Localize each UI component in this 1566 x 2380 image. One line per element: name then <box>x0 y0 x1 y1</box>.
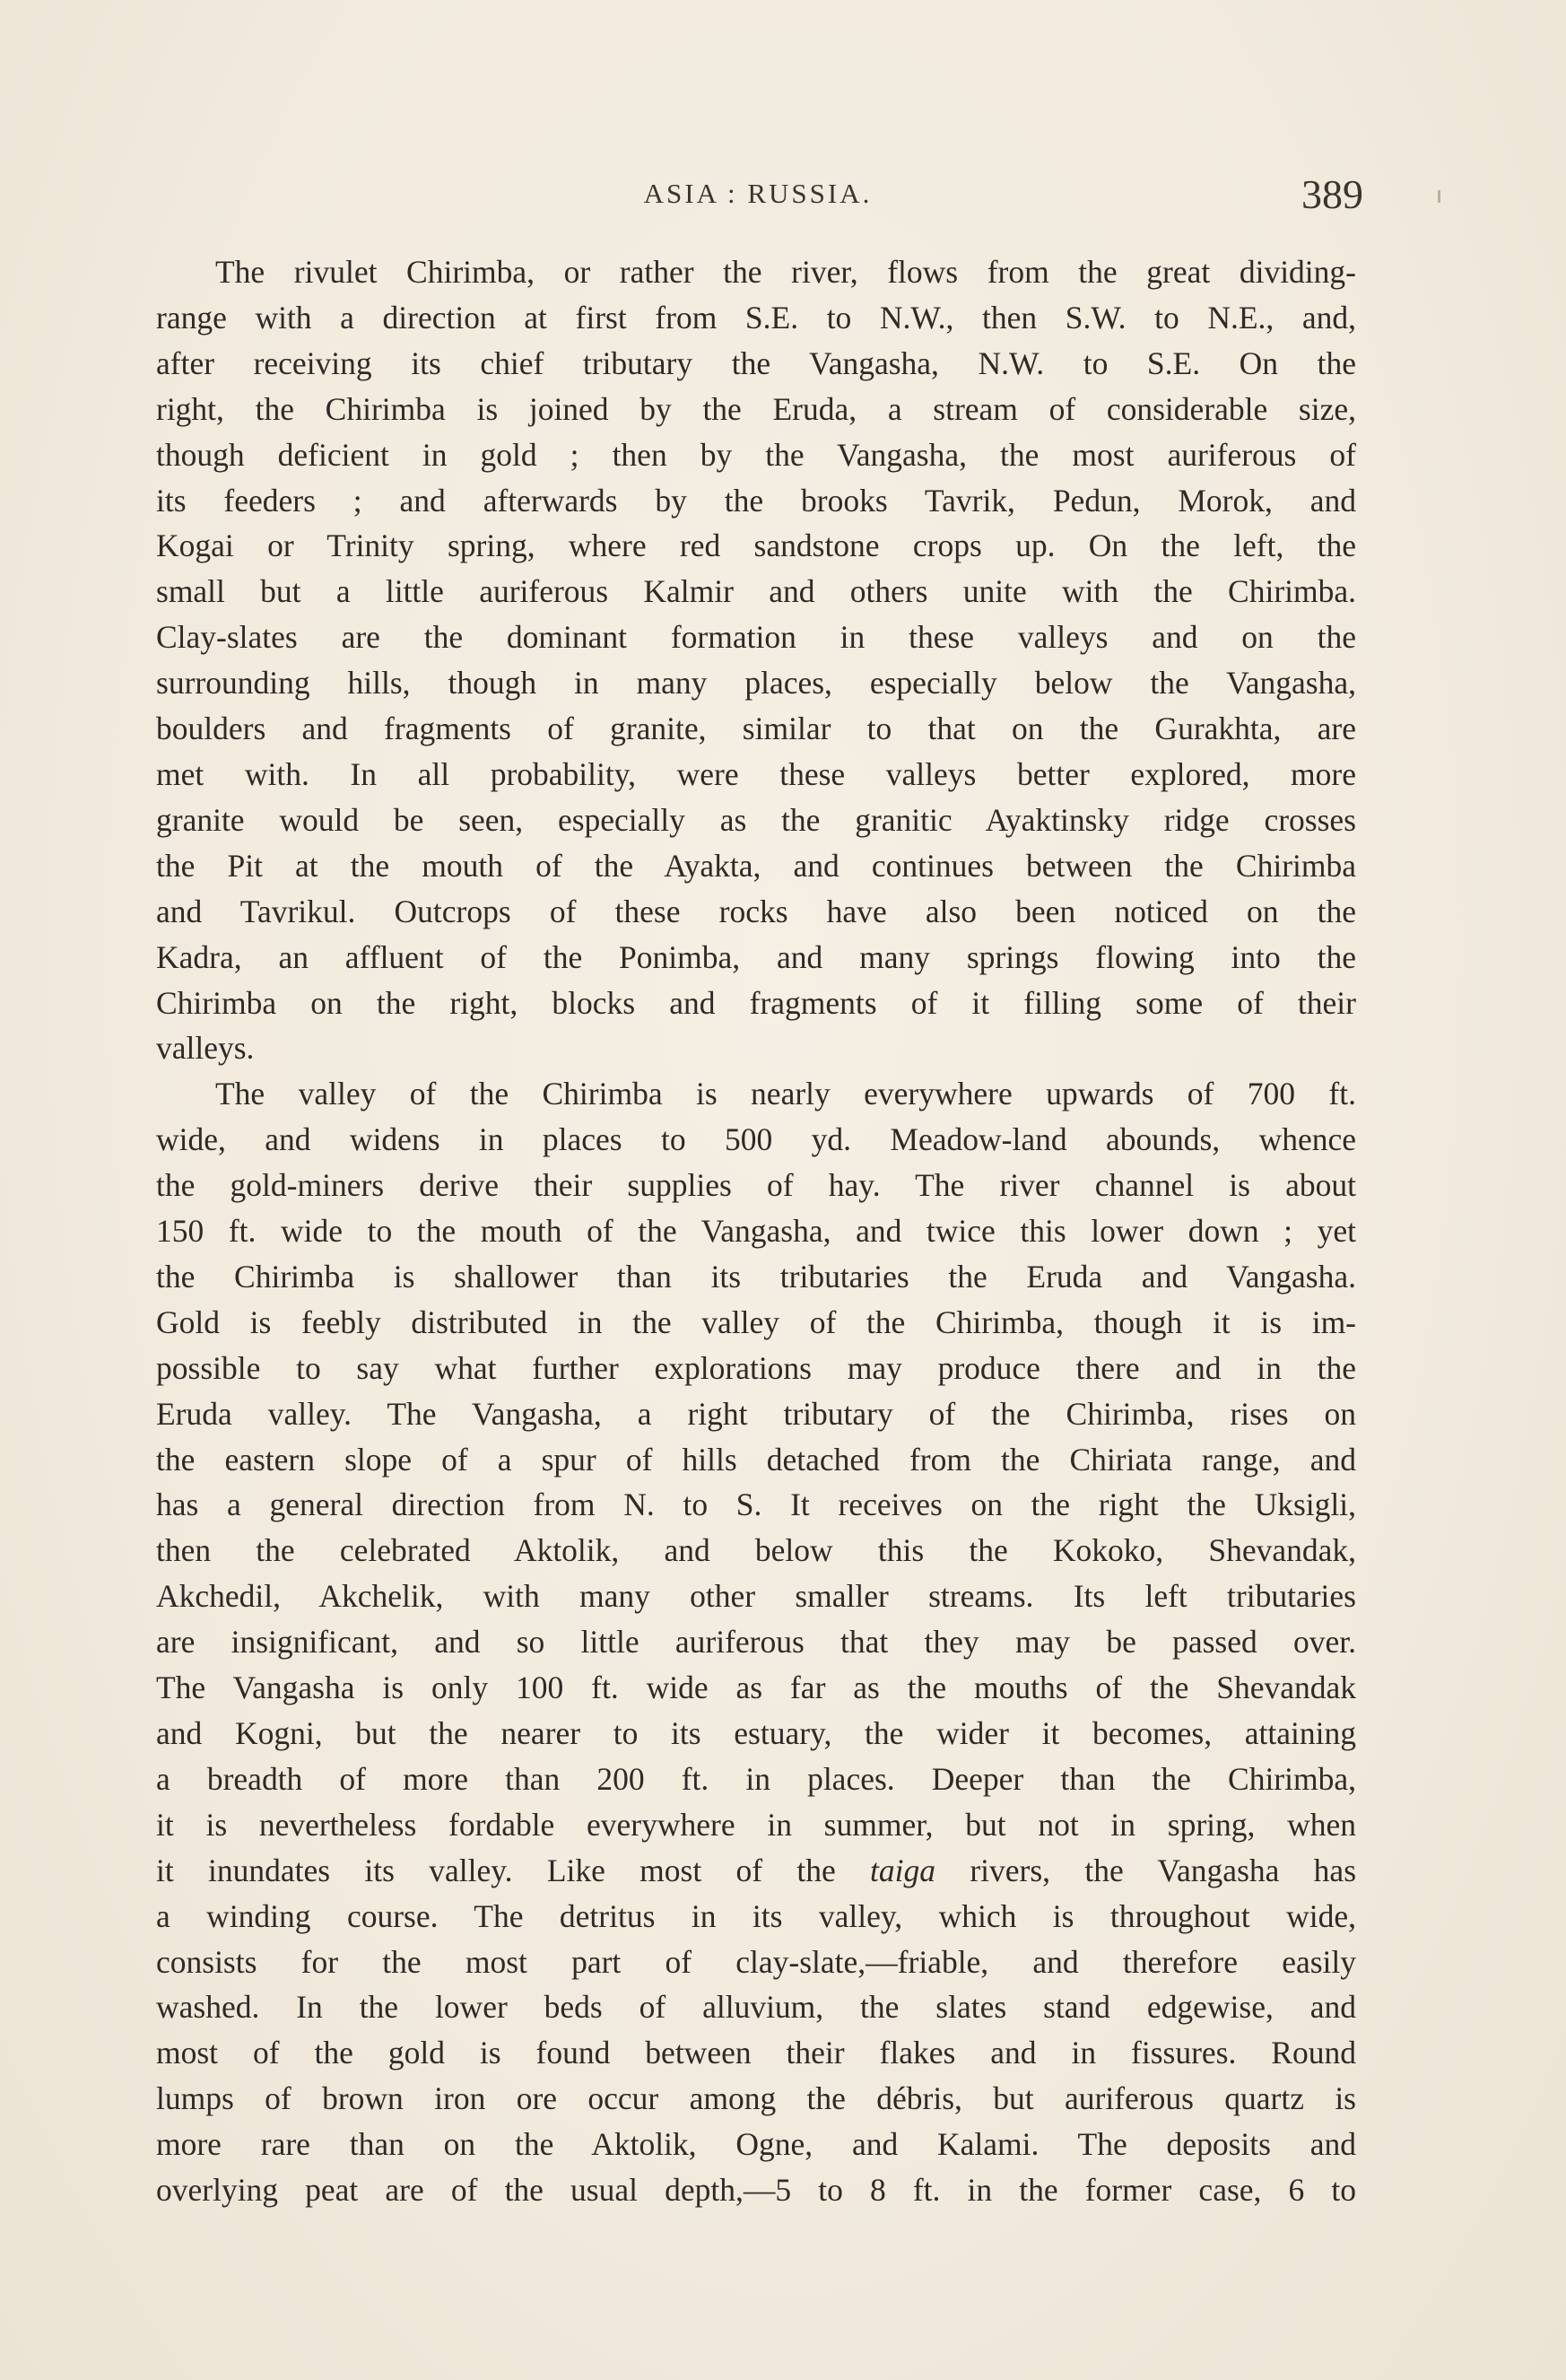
text-line: met with. In all probability, were these valleys better explored, more <box>156 755 1356 792</box>
text-line: after receiving its chief tributary the Vangasha, N.W. to S.E. On the <box>156 344 1356 381</box>
text-line: The Vangasha is only 100 ft. wide as far as the mouths of the Shevandak <box>156 1669 1356 1706</box>
body-text <box>156 249 1356 2213</box>
text-line-with-italic <box>156 1848 1356 1894</box>
text-line: consists for the most part of clay-slate,—friable, and therefore easily <box>156 1943 1356 1980</box>
text-line: Clay-slates are the dominant formation in these valleys and on the <box>156 619 1356 656</box>
text-line: a breadth of more than 200 ft. in places. Deeper than the Chirimba, <box>156 1760 1356 1797</box>
page-header <box>152 170 1363 224</box>
text-line: Gold is feebly distributed in the valley of the Chirimba, though it is im- <box>156 1303 1356 1340</box>
text-line: the Pit at the mouth of the Ayakta, and continues between the Chirimba <box>156 847 1356 884</box>
text-line: Kadra, an affluent of the Ponimba, and many springs flowing into the <box>156 938 1356 975</box>
text-line: surrounding hills, though in many places, especially below the Vangasha, <box>156 665 1356 702</box>
text-line: the eastern slope of a spur of hills detached from the Chiriata range, and <box>156 1441 1356 1478</box>
text-line: Chirimba on the right, blocks and fragments of it filling some of their <box>156 984 1356 1021</box>
text-line: Eruda valley. The Vangasha, a right tributary of the Chirimba, rises on <box>156 1395 1356 1432</box>
text-line: and Tavrikul. Outcrops of these rocks have also been noticed on the <box>156 893 1356 929</box>
text-line: Akchedil, Akchelik, with many other smaller streams. Its left tributaries <box>156 1578 1356 1615</box>
text-line: granite would be seen, especially as the granitic Ayaktinsky ridge crosses <box>156 801 1356 838</box>
text-line: then the celebrated Aktolik, and below this the Kokoko, Shevandak, <box>156 1532 1356 1569</box>
text-line: The rivulet Chirimba, or rather the river, flows from the great dividing- <box>215 254 1356 290</box>
text-line: Kogai or Trinity spring, where red sandstone crops up. On the left, the <box>156 527 1356 564</box>
text-line: more rare than on the Aktolik, Ogne, and Kalami. The deposits and <box>156 2126 1356 2163</box>
text-line: are insignificant, and so little auriferous that they may be passed over. <box>156 1624 1356 1661</box>
text-line: overlying peat are of the usual depth,—5 to 8 ft. in the former case, 6 to <box>156 2172 1356 2209</box>
text-line: wide, and widens in places to 500 yd. Meadow-land abounds, whence <box>156 1121 1356 1158</box>
text-line: it is nevertheless fordable everywhere in summer, but not in spring, when <box>156 1806 1356 1843</box>
text-line: the gold-miners derive their supplies of hay. The river channel is about <box>156 1167 1356 1204</box>
running-head: ASIA : RUSSIA. <box>643 178 873 209</box>
text-line: its feeders ; and afterwards by the brooks Tavrik, Pedun, Morok, and <box>156 482 1356 519</box>
text-fragment: it inundates its valley. Like most of the <box>156 1852 871 1888</box>
text-line: boulders and fragments of granite, similar to that on the Gurakhta, are <box>156 711 1356 747</box>
text-fragment: rivers, the Vangasha has <box>935 1852 1357 1888</box>
paragraph-2 <box>156 1071 1356 2213</box>
text-line: the Chirimba is shallower than its tributaries the Eruda and Vangasha. <box>156 1258 1356 1295</box>
text-line: lumps of brown iron ore occur among the débris, but auriferous quartz is <box>156 2080 1356 2117</box>
text-line: 150 ft. wide to the mouth of the Vangasha, and twice this lower down ; yet <box>156 1213 1356 1250</box>
paragraph-1 <box>156 249 1356 1071</box>
text-line: possible to say what further explorations may produce there and in the <box>156 1349 1356 1386</box>
text-line: though deficient in gold ; then by the Vangasha, the most auriferous of <box>156 436 1356 473</box>
italic-word: taiga <box>870 1852 936 1888</box>
text-line: The valley of the Chirimba is nearly everywhere upwards of 700 ft. <box>215 1076 1356 1112</box>
text-line: valleys. <box>156 1030 255 1067</box>
text-line: has a general direction from N. to S. It receives on the right the Uksigli, <box>156 1486 1356 1523</box>
page-number: 389 <box>1301 171 1363 217</box>
text-line: a winding course. The detritus in its valley, which is throughout wide, <box>156 1897 1356 1934</box>
text-line: most of the gold is found between their flakes and in fissures. Round <box>156 2035 1356 2071</box>
text-line: small but a little auriferous Kalmir and others unite with the Chirimba. <box>156 573 1356 610</box>
text-line: and Kogni, but the nearer to its estuary, the wider it becomes, attaining <box>156 1715 1356 1751</box>
edge-mark <box>1438 190 1440 203</box>
text-line: washed. In the lower beds of alluvium, the slates stand edgewise, and <box>156 1989 1356 2026</box>
text-line: right, the Chirimba is joined by the Eruda, a stream of considerable size, <box>156 390 1356 427</box>
text-line: range with a direction at first from S.E. to N.W., then S.W. to N.E., and, <box>156 299 1356 336</box>
